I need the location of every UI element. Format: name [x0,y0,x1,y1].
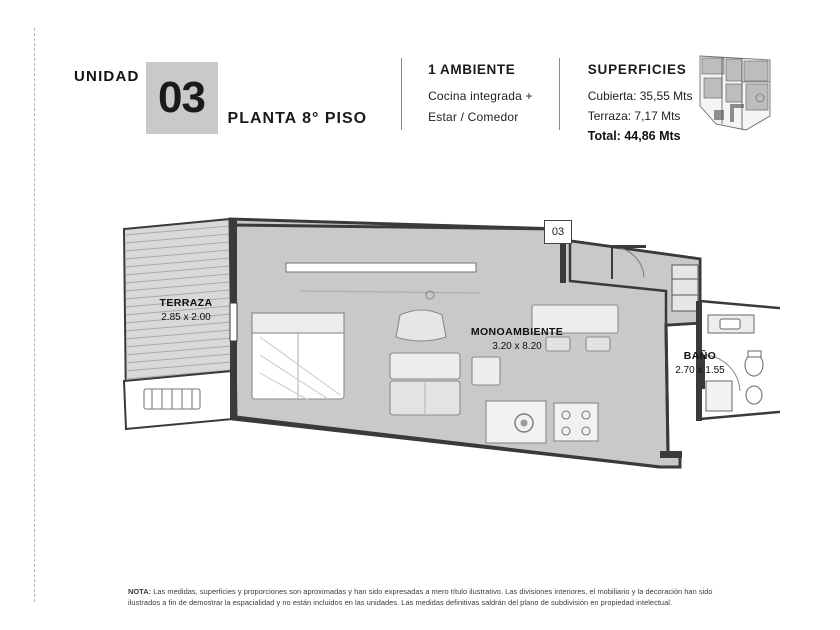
room-dims-bano: 2.70 x 1.55 [675,365,725,377]
unit-label: UNIDAD [74,68,140,85]
keyplan-thumbnail [696,54,774,140]
superficie-total-label: Total: [587,129,621,143]
unit-number-box [146,62,218,134]
room-name-bano: BAÑO [683,350,717,362]
disclaimer-text: Las medidas, superficies y proporciones son aproximadas y han sido expresadas a mero título ilustrativo. Las divisiones interiores, el mobiliario y la decoración han sido ilustrados a fin de demostrar la espacialidad y no están incluidos en las unidades. Las medidas definitivas saldrán del plano de subdivisión en propiedad intelectual. [128,587,713,608]
superficies-title: SUPERFICIES [587,62,687,77]
superficie-total-value: 44,86 Mts [624,129,681,143]
room-name-monoambiente: MONOAMBIENTE [470,326,564,338]
ambiente-line-1: Cocina integrada + [428,89,533,103]
ambiente-line-2: Estar / Comedor [428,110,519,124]
room-dims-terraza: 2.85 x 2.00 [161,312,211,324]
header [74,52,774,144]
superficie-total [588,129,693,143]
disclaimer-note [128,586,728,609]
room-dims-monoambiente: 3.20 x 8.20 [492,341,542,353]
ambiente-title: 1 AMBIENTE [428,62,516,77]
unit-number: 03 [158,73,205,122]
room-label-monoambiente [452,325,582,355]
superficie-cubierta: Cubierta: 35,55 Mts [587,89,693,103]
page-margin-line [34,28,35,602]
superficie-terraza: Terraza: 7,17 Mts [587,109,681,123]
room-label-bano [655,349,745,379]
floor-label: PLANTA 8° PISO [227,110,368,127]
room-name-terraza: TERRAZA [159,297,213,309]
room-label-terraza [132,296,240,326]
ambiente-block [402,52,559,131]
superficies-block [560,52,713,143]
unit-identifier [74,52,367,134]
disclaimer-prefix: NOTA: [128,587,152,596]
plan-unit-badge: 03 [544,220,572,244]
